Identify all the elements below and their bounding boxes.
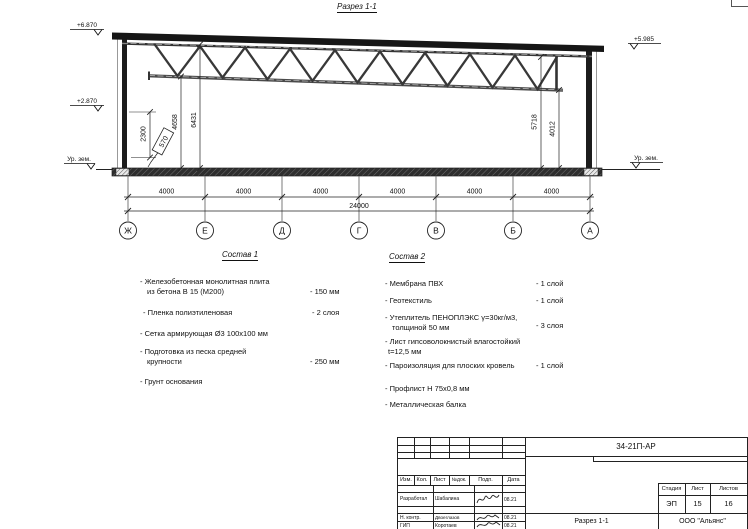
list-item: - Железобетонная монолитная плита из бетона В 15 (М200) - 150 мм bbox=[140, 277, 340, 296]
sheets-value: 16 bbox=[724, 499, 733, 508]
ground-slab bbox=[96, 168, 660, 176]
list-item: - Грунт основания bbox=[140, 377, 203, 386]
row-name: Шабалина bbox=[435, 496, 460, 502]
signature bbox=[476, 492, 501, 506]
row-date: 08.21 bbox=[504, 497, 517, 503]
axis-e: Е bbox=[202, 225, 208, 236]
row-date: 08.21 bbox=[504, 523, 517, 529]
bay-dim-4: 4000 bbox=[389, 188, 406, 196]
dim-4658: 4658 bbox=[172, 114, 179, 130]
bottom-dimensions bbox=[124, 177, 594, 222]
axis-bubbles bbox=[120, 222, 599, 239]
axis-v: В bbox=[433, 225, 439, 236]
dim-4012: 4012 bbox=[549, 121, 557, 137]
elev-right-top: +5.985 bbox=[633, 36, 655, 43]
section-drawing bbox=[0, 0, 748, 248]
elev-left-top: +6.870 bbox=[76, 22, 98, 29]
bay-dim-6: 4000 bbox=[543, 188, 560, 196]
elev-left-mid: +2.870 bbox=[76, 98, 98, 105]
list-item: - Пароизоляция для плоских кровель - 1 слой bbox=[385, 361, 564, 370]
bay-dim-1: 4000 bbox=[158, 188, 175, 196]
sostav1-title: Состав 1 bbox=[222, 250, 259, 259]
axis-zh: Ж bbox=[124, 225, 132, 236]
list-item: - Лист гипсоволокнистый влагостойкий t=12,5 мм bbox=[385, 337, 521, 356]
col-podp: Подп. bbox=[478, 476, 493, 483]
total-dim: 24000 bbox=[349, 203, 369, 210]
list-item: - Утеплитель ПЕНОПЛЭКС γ=30кг/м3, толщиной 50 мм - 3 слоя bbox=[385, 313, 564, 332]
col-list: Лист bbox=[433, 476, 446, 483]
section-heading: Разрез 1-1 bbox=[337, 2, 377, 11]
axis-g: Г bbox=[356, 225, 362, 236]
sheet-title: Разрез 1-1 bbox=[574, 518, 609, 525]
col-izm: Изм. bbox=[400, 476, 412, 483]
axis-d: Д bbox=[279, 225, 285, 236]
row-role: Разработал bbox=[400, 496, 428, 502]
row-role: ГИП bbox=[400, 522, 410, 529]
doc-number: 34-21П-АР bbox=[616, 442, 656, 451]
vertical-dimensions bbox=[129, 42, 562, 171]
axis-b: Б bbox=[510, 225, 516, 236]
sheet-col: Лист bbox=[691, 485, 704, 492]
col-ndok: №док. bbox=[451, 477, 467, 483]
company-name: ООО "Альянс" bbox=[679, 518, 726, 525]
list-item: - Геотекстиль - 1 слой bbox=[385, 296, 564, 305]
col-kol: Кол. bbox=[416, 476, 428, 483]
stage-value: ЭП bbox=[666, 499, 677, 508]
bay-dim-3: 4000 bbox=[312, 188, 329, 196]
sheet-value: 15 bbox=[693, 499, 702, 508]
stage-col: Стадия bbox=[661, 485, 682, 492]
axis-a: А bbox=[587, 225, 593, 236]
title-block bbox=[397, 437, 748, 529]
list-item: - Металлическая балка bbox=[385, 400, 467, 409]
dim-6431: 6431 bbox=[191, 112, 198, 128]
list-item: - Сетка армирующая Ø3 100х100 мм bbox=[140, 329, 268, 338]
roof-truss bbox=[122, 43, 592, 90]
col-data: Дата bbox=[507, 476, 520, 483]
row-name: Двоеглазов bbox=[435, 514, 460, 520]
elev-left-ground: Ур. зем. bbox=[67, 156, 91, 163]
row-name: Коротаев bbox=[435, 522, 457, 529]
elev-right-ground: Ур. зем. bbox=[634, 155, 658, 162]
list-item: - Подготовка из песка средней крупности - 250 мм bbox=[140, 347, 340, 366]
bay-dim-2: 4000 bbox=[235, 188, 252, 196]
dim-2300: 2300 bbox=[140, 126, 148, 142]
sostav2-title: Состав 2 bbox=[389, 252, 426, 261]
bay-dim-5: 4000 bbox=[466, 188, 483, 196]
list-item: - Мембрана ПВХ - 1 слой bbox=[385, 279, 564, 288]
row-role: Н. контр. bbox=[400, 514, 421, 521]
row-date: 08.21 bbox=[504, 515, 517, 521]
dim-5718: 5718 bbox=[531, 114, 539, 130]
list-item: - Пленка полиэтиленовая - 2 слоя bbox=[143, 308, 340, 317]
list-item: - Профлист Н 75х0,8 мм bbox=[385, 384, 470, 393]
sheets-col: Листов bbox=[719, 485, 738, 492]
dim-570: 570 bbox=[158, 135, 171, 149]
